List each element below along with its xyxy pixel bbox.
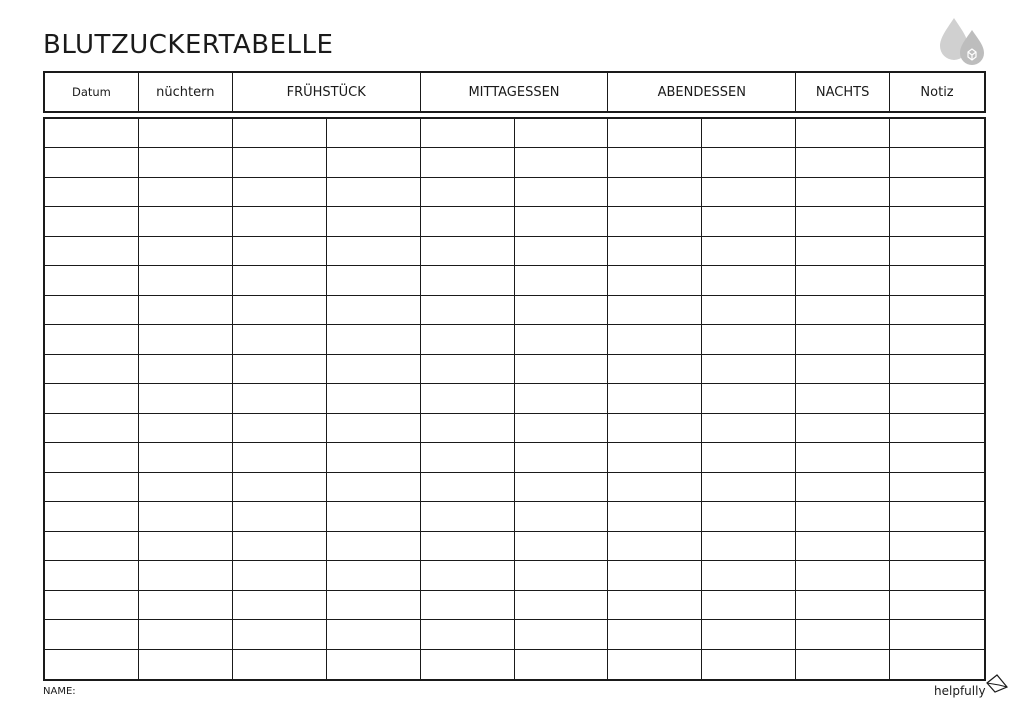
grid-cell[interactable] (890, 148, 984, 177)
grid-cell[interactable] (139, 561, 233, 590)
grid-cell[interactable] (515, 119, 609, 148)
grid-cell[interactable] (45, 443, 139, 472)
grid-cell[interactable] (515, 178, 609, 207)
grid-cell[interactable] (890, 296, 984, 325)
grid-cell[interactable] (796, 384, 890, 413)
grid-cell[interactable] (796, 443, 890, 472)
grid-cell[interactable] (233, 266, 327, 295)
grid-cell[interactable] (139, 207, 233, 236)
grid-cell[interactable] (702, 591, 796, 620)
grid-cell[interactable] (421, 237, 515, 266)
grid-cell[interactable] (45, 532, 139, 561)
grid-cell[interactable] (890, 532, 984, 561)
grid-cell[interactable] (515, 473, 609, 502)
grid-cell[interactable] (45, 355, 139, 384)
grid-cell[interactable] (796, 591, 890, 620)
grid-cell[interactable] (139, 650, 233, 679)
grid-cell[interactable] (702, 414, 796, 443)
grid-cell[interactable] (233, 532, 327, 561)
grid-cell[interactable] (421, 325, 515, 354)
grid-cell[interactable] (139, 620, 233, 649)
grid-cell[interactable] (139, 119, 233, 148)
table-header (43, 71, 986, 113)
grid-cell[interactable] (608, 473, 702, 502)
grid-cell[interactable] (796, 237, 890, 266)
grid-cell[interactable] (421, 650, 515, 679)
grid-cell[interactable] (327, 650, 421, 679)
grid-cell[interactable] (327, 207, 421, 236)
grid-cell[interactable] (608, 650, 702, 679)
grid-cell[interactable] (890, 237, 984, 266)
grid-cell[interactable] (702, 355, 796, 384)
grid-cell[interactable] (796, 148, 890, 177)
grid-cell[interactable] (421, 473, 515, 502)
grid-cell[interactable] (796, 325, 890, 354)
grid-cell[interactable] (890, 443, 984, 472)
grid-cell[interactable] (327, 384, 421, 413)
grid-cell[interactable] (608, 148, 702, 177)
grid-cell[interactable] (233, 620, 327, 649)
grid-cell[interactable] (702, 207, 796, 236)
grid-cell[interactable] (45, 620, 139, 649)
grid-cell[interactable] (327, 473, 421, 502)
grid-cell[interactable] (515, 414, 609, 443)
grid-cell[interactable] (421, 148, 515, 177)
grid-cell[interactable] (796, 650, 890, 679)
grid-cell[interactable] (233, 473, 327, 502)
grid-cell[interactable] (890, 620, 984, 649)
grid-cell[interactable] (890, 207, 984, 236)
grid-cell[interactable] (796, 620, 890, 649)
grid-cell[interactable] (608, 384, 702, 413)
grid-cell[interactable] (139, 148, 233, 177)
grid-cell[interactable] (890, 178, 984, 207)
grid-cell[interactable] (139, 178, 233, 207)
grid-cell[interactable] (233, 296, 327, 325)
blood-drops-icon (934, 14, 990, 72)
grid-cell[interactable] (890, 384, 984, 413)
grid-cell[interactable] (327, 443, 421, 472)
grid-cell[interactable] (139, 355, 233, 384)
grid-cell[interactable] (515, 384, 609, 413)
grid-cell[interactable] (45, 591, 139, 620)
header-cell-mittagessen: MITTAGESSEN (421, 73, 609, 111)
grid-cell[interactable] (515, 325, 609, 354)
grid-cell[interactable] (45, 561, 139, 590)
grid-cell[interactable] (233, 591, 327, 620)
grid-cell[interactable] (233, 325, 327, 354)
grid-cell[interactable] (608, 443, 702, 472)
header-cell-frühstück: FRÜHSTÜCK (233, 73, 421, 111)
grid-cell[interactable] (890, 561, 984, 590)
grid-cell[interactable] (608, 502, 702, 531)
grid-cell[interactable] (139, 591, 233, 620)
grid-cell[interactable] (702, 148, 796, 177)
grid-cell[interactable] (421, 355, 515, 384)
grid-cell[interactable] (608, 355, 702, 384)
grid-cell[interactable] (702, 443, 796, 472)
grid-cell[interactable] (796, 532, 890, 561)
header-cell-datum: Datum (45, 73, 139, 111)
grid-cell[interactable] (233, 443, 327, 472)
grid-cell[interactable] (796, 266, 890, 295)
grid-cell[interactable] (608, 532, 702, 561)
grid-cell[interactable] (327, 148, 421, 177)
grid-cell[interactable] (327, 178, 421, 207)
grid-cell[interactable] (515, 237, 609, 266)
grid-cell[interactable] (702, 384, 796, 413)
grid-cell[interactable] (608, 119, 702, 148)
grid-cell[interactable] (233, 178, 327, 207)
grid-cell[interactable] (139, 414, 233, 443)
page-title: BLUTZUCKERTABELLE (43, 30, 334, 60)
paper-plane-icon (985, 673, 1009, 695)
grid-cell[interactable] (796, 178, 890, 207)
grid-cell[interactable] (796, 207, 890, 236)
grid-cell[interactable] (327, 532, 421, 561)
grid-cell[interactable] (421, 561, 515, 590)
header-cell-notiz: Notiz (920, 84, 954, 100)
header-cell-nüchtern: nüchtern (139, 73, 233, 111)
grid-cell[interactable] (515, 207, 609, 236)
grid-cell[interactable] (796, 296, 890, 325)
grid-cell[interactable] (515, 650, 609, 679)
entry-grid (43, 117, 986, 681)
grid-cell[interactable] (327, 296, 421, 325)
grid-cell[interactable] (139, 325, 233, 354)
grid-cell[interactable] (327, 266, 421, 295)
grid-cell[interactable] (421, 591, 515, 620)
header-cell-nachts: NACHTS (796, 73, 890, 111)
grid-cell[interactable] (139, 237, 233, 266)
grid-cell[interactable] (608, 296, 702, 325)
grid-cell[interactable] (139, 384, 233, 413)
grid-cell[interactable] (233, 355, 327, 384)
grid-cell[interactable] (796, 473, 890, 502)
grid-cell[interactable] (608, 561, 702, 590)
grid-cell[interactable] (702, 266, 796, 295)
grid-cell[interactable] (139, 266, 233, 295)
grid-cell[interactable] (233, 119, 327, 148)
grid-cell[interactable] (45, 178, 139, 207)
grid-cell[interactable] (421, 532, 515, 561)
grid-cell[interactable] (515, 502, 609, 531)
grid-cell[interactable] (45, 237, 139, 266)
grid-cell[interactable] (139, 443, 233, 472)
grid-cell[interactable] (327, 355, 421, 384)
grid-cell[interactable] (421, 443, 515, 472)
grid-cell[interactable] (327, 237, 421, 266)
grid-cell[interactable] (796, 119, 890, 148)
grid-cell[interactable] (608, 591, 702, 620)
grid-cell[interactable] (608, 325, 702, 354)
grid-cell[interactable] (515, 620, 609, 649)
grid-cell[interactable] (139, 502, 233, 531)
grid-cell[interactable] (796, 355, 890, 384)
grid-cell[interactable] (515, 148, 609, 177)
grid-cell[interactable] (45, 414, 139, 443)
grid-cell[interactable] (890, 266, 984, 295)
grid-cell[interactable] (233, 561, 327, 590)
grid-cell[interactable] (702, 237, 796, 266)
grid-cell[interactable] (890, 473, 984, 502)
grid-cell[interactable] (796, 502, 890, 531)
name-label: NAME: (43, 686, 76, 697)
grid-cell[interactable] (327, 561, 421, 590)
grid-cell[interactable] (139, 532, 233, 561)
grid-cell[interactable] (45, 473, 139, 502)
grid-cell[interactable] (702, 296, 796, 325)
grid-cell[interactable] (421, 266, 515, 295)
grid-cell[interactable] (515, 296, 609, 325)
grid-cell[interactable] (890, 591, 984, 620)
grid-cell[interactable] (702, 473, 796, 502)
grid-cell[interactable] (515, 443, 609, 472)
grid-cell[interactable] (890, 355, 984, 384)
grid-cell[interactable] (45, 325, 139, 354)
grid-cell[interactable] (327, 620, 421, 649)
grid-cell[interactable] (890, 119, 984, 148)
grid-cell[interactable] (702, 178, 796, 207)
grid-cell[interactable] (139, 473, 233, 502)
grid-cell[interactable] (45, 266, 139, 295)
grid-cell[interactable] (702, 119, 796, 148)
grid-cell[interactable] (608, 620, 702, 649)
grid-cell[interactable] (421, 502, 515, 531)
grid-cell[interactable] (327, 325, 421, 354)
grid-cell[interactable] (421, 178, 515, 207)
grid-cell[interactable] (421, 119, 515, 148)
header-cell-abendessen: ABENDESSEN (608, 73, 796, 111)
grid-cell[interactable] (702, 325, 796, 354)
grid-cell[interactable] (45, 502, 139, 531)
grid-cell[interactable] (327, 119, 421, 148)
grid-cell[interactable] (327, 502, 421, 531)
grid-cell[interactable] (890, 650, 984, 679)
grid-cell[interactable] (515, 532, 609, 561)
grid-cell[interactable] (233, 148, 327, 177)
grid-cell[interactable] (421, 414, 515, 443)
brand-name: helpfully (934, 684, 986, 698)
grid-cell[interactable] (796, 561, 890, 590)
grid-cell[interactable] (421, 384, 515, 413)
grid-cell[interactable] (515, 561, 609, 590)
grid-cell[interactable] (421, 620, 515, 649)
grid-cell[interactable] (45, 207, 139, 236)
grid-cell[interactable] (890, 325, 984, 354)
grid-cell[interactable] (608, 266, 702, 295)
grid-cell[interactable] (233, 414, 327, 443)
grid-cell[interactable] (421, 207, 515, 236)
grid-cell[interactable] (327, 591, 421, 620)
grid-cell[interactable] (702, 561, 796, 590)
grid-cell[interactable] (327, 414, 421, 443)
grid-cell[interactable] (45, 650, 139, 679)
grid-cell[interactable] (233, 502, 327, 531)
grid-cell[interactable] (515, 266, 609, 295)
grid-cell[interactable] (796, 414, 890, 443)
grid-cell[interactable] (233, 237, 327, 266)
grid-cell[interactable] (702, 502, 796, 531)
grid-cell[interactable] (608, 207, 702, 236)
grid-cell[interactable] (233, 650, 327, 679)
grid-cell[interactable] (702, 532, 796, 561)
grid-cell[interactable] (45, 384, 139, 413)
grid-cell[interactable] (139, 296, 233, 325)
grid-cell[interactable] (702, 650, 796, 679)
grid-cell[interactable] (608, 237, 702, 266)
grid-cell[interactable] (702, 620, 796, 649)
grid-cell[interactable] (890, 502, 984, 531)
grid-cell[interactable] (608, 178, 702, 207)
grid-cell[interactable] (421, 296, 515, 325)
grid-cell[interactable] (45, 296, 139, 325)
grid-cell[interactable] (45, 119, 139, 148)
grid-cell[interactable] (45, 148, 139, 177)
grid-cell[interactable] (890, 414, 984, 443)
grid-cell[interactable] (608, 414, 702, 443)
grid-cell[interactable] (515, 591, 609, 620)
grid-cell[interactable] (515, 355, 609, 384)
grid-cell[interactable] (233, 207, 327, 236)
grid-cell[interactable] (233, 384, 327, 413)
